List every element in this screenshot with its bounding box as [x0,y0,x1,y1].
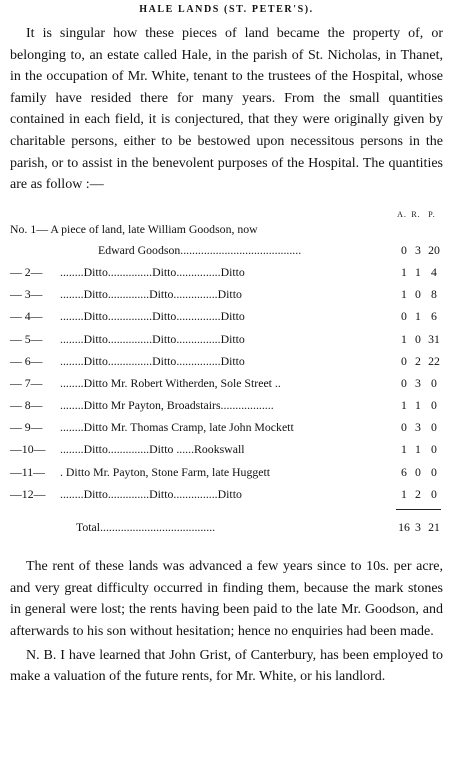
nb-paragraph: N. B. I have learned that John Grist, of Canterbury, has been employed to make a valuation of the future rents, for Mr. White, or his landlord. [10,647,443,685]
row-perches: 8 [431,287,437,302]
row-perches: 0 [431,442,437,457]
row-description: ........Ditto Mr. Thomas Cramp, late John Mockett [60,420,294,435]
intro-paragraph: It is singular how these pieces of land became the property of, or belonging to, an estate called Hale, in the parish of St. Nicholas, in Thanet, in the occupation of Mr. White, tenant to the trustees of the Hospital, whose family have resided there for many years. From the small quantities contained in each field, it is conjectured, that they were originally given by charitable persons, either to be bestowed upon necessitous persons in the parish, or to assist in the benevolent purposes of the Hospital. The quantities are as follow :— [10,26,443,193]
row-description: ........Ditto...............Ditto...............Ditto [60,309,245,324]
row-roods: 3 [415,375,421,390]
row-perches: 0 [431,375,437,390]
row-number: — 4— [10,309,43,324]
row-description: Edward Goodson......................................... [98,242,302,257]
total-acres: 16 [398,520,410,534]
row-acres: 1 [401,264,407,279]
column-acres: A. [397,209,407,219]
table-row-1-line2 [10,239,443,261]
row-acres: 6 [401,464,407,479]
row-roods: 2 [415,353,421,368]
row-perches: 20 [428,242,440,257]
table-row [10,394,443,416]
row-acres: 0 [401,309,407,324]
row-description: ........Ditto...............Ditto...............Ditto [60,331,245,346]
total-row [10,516,443,538]
row-acres: 1 [401,486,407,501]
total-perches: 21 [428,520,440,534]
row-number: — 6— [10,353,43,368]
row-roods: 0 [415,464,421,479]
column-headers [10,210,443,219]
row-description: ........Ditto..............Ditto...............Ditto [60,486,242,501]
row-number: —12— [10,486,46,501]
row-roods: 3 [415,242,421,257]
row-roods: 1 [415,442,421,457]
row-roods: 0 [415,331,421,346]
total-roods: 3 [415,520,421,534]
row-perches: 0 [431,464,437,479]
row-acres: 0 [401,375,407,390]
row-acres: 1 [401,398,407,413]
row-roods: 0 [415,287,421,302]
table-row [10,328,443,350]
row-roods: 2 [415,486,421,501]
table-row [10,261,443,283]
column-perches: P. [428,209,436,219]
row-acres: 0 [401,242,407,257]
row-number: —11— [10,464,45,479]
row-roods: 1 [415,398,421,413]
row-acres: 0 [401,420,407,435]
row-perches: 6 [431,309,437,324]
table-row [10,483,443,505]
row-roods: 3 [415,420,421,435]
table-row [10,350,443,372]
land-table [10,219,443,538]
row-description: ........Ditto..............Ditto...............Ditto [60,287,242,302]
row-acres: 1 [401,442,407,457]
row-description: ........Ditto...............Ditto...............Ditto [60,264,245,279]
row-description: ........Ditto..............Ditto ......Rookswall [60,442,245,457]
column-roods: R. [411,209,421,219]
row-description: ........Ditto Mr. Robert Witherden, Sole Street .. [60,375,281,390]
row-description: ........Ditto...............Ditto...............Ditto [60,353,245,368]
row-roods: 1 [415,264,421,279]
row-roods: 1 [415,309,421,324]
table-row [10,283,443,305]
row-acres: 0 [401,353,407,368]
row-perches: 0 [431,486,437,501]
row-number: — 5— [10,331,43,346]
row-perches: 0 [431,398,437,413]
total-rule [396,509,441,510]
table-row [10,416,443,438]
row-perches: 31 [428,331,440,346]
row-number: No. 1— [10,221,49,236]
row-perches: 0 [431,420,437,435]
row-acres: 1 [401,287,407,302]
row-number: — 3— [10,287,43,302]
table-row [10,372,443,394]
table-row [10,438,443,460]
row-description: A piece of land, late William Goodson, now [50,221,258,236]
row-number: — 7— [10,375,43,390]
table-row [10,305,443,327]
page-heading: HALE LANDS (ST. PETER'S). [139,4,314,15]
row-number: — 9— [10,420,43,435]
row-perches: 22 [428,353,440,368]
row-number: — 2— [10,264,43,279]
row-number: —10— [10,442,46,457]
total-label: Total....................................... [76,520,216,534]
row-perches: 4 [431,264,437,279]
row-number: — 8— [10,398,43,413]
rent-paragraph: The rent of these lands was advanced a few years since to 10s. per acre, and very great difficulty occurred in finding them, because the mark stones in general were lost; the rents having been paid to the late Mr. Goodson, and afterwards to his son without hesitation; hence no enquiries had been made. [10,559,443,639]
table-row-1-line1 [10,219,443,239]
table-row [10,461,443,483]
row-description: . Ditto Mr. Payton, Stone Farm, late Huggett [60,464,271,479]
row-acres: 1 [401,331,407,346]
row-description: ........Ditto Mr Payton, Broadstairs.................. [60,398,274,413]
